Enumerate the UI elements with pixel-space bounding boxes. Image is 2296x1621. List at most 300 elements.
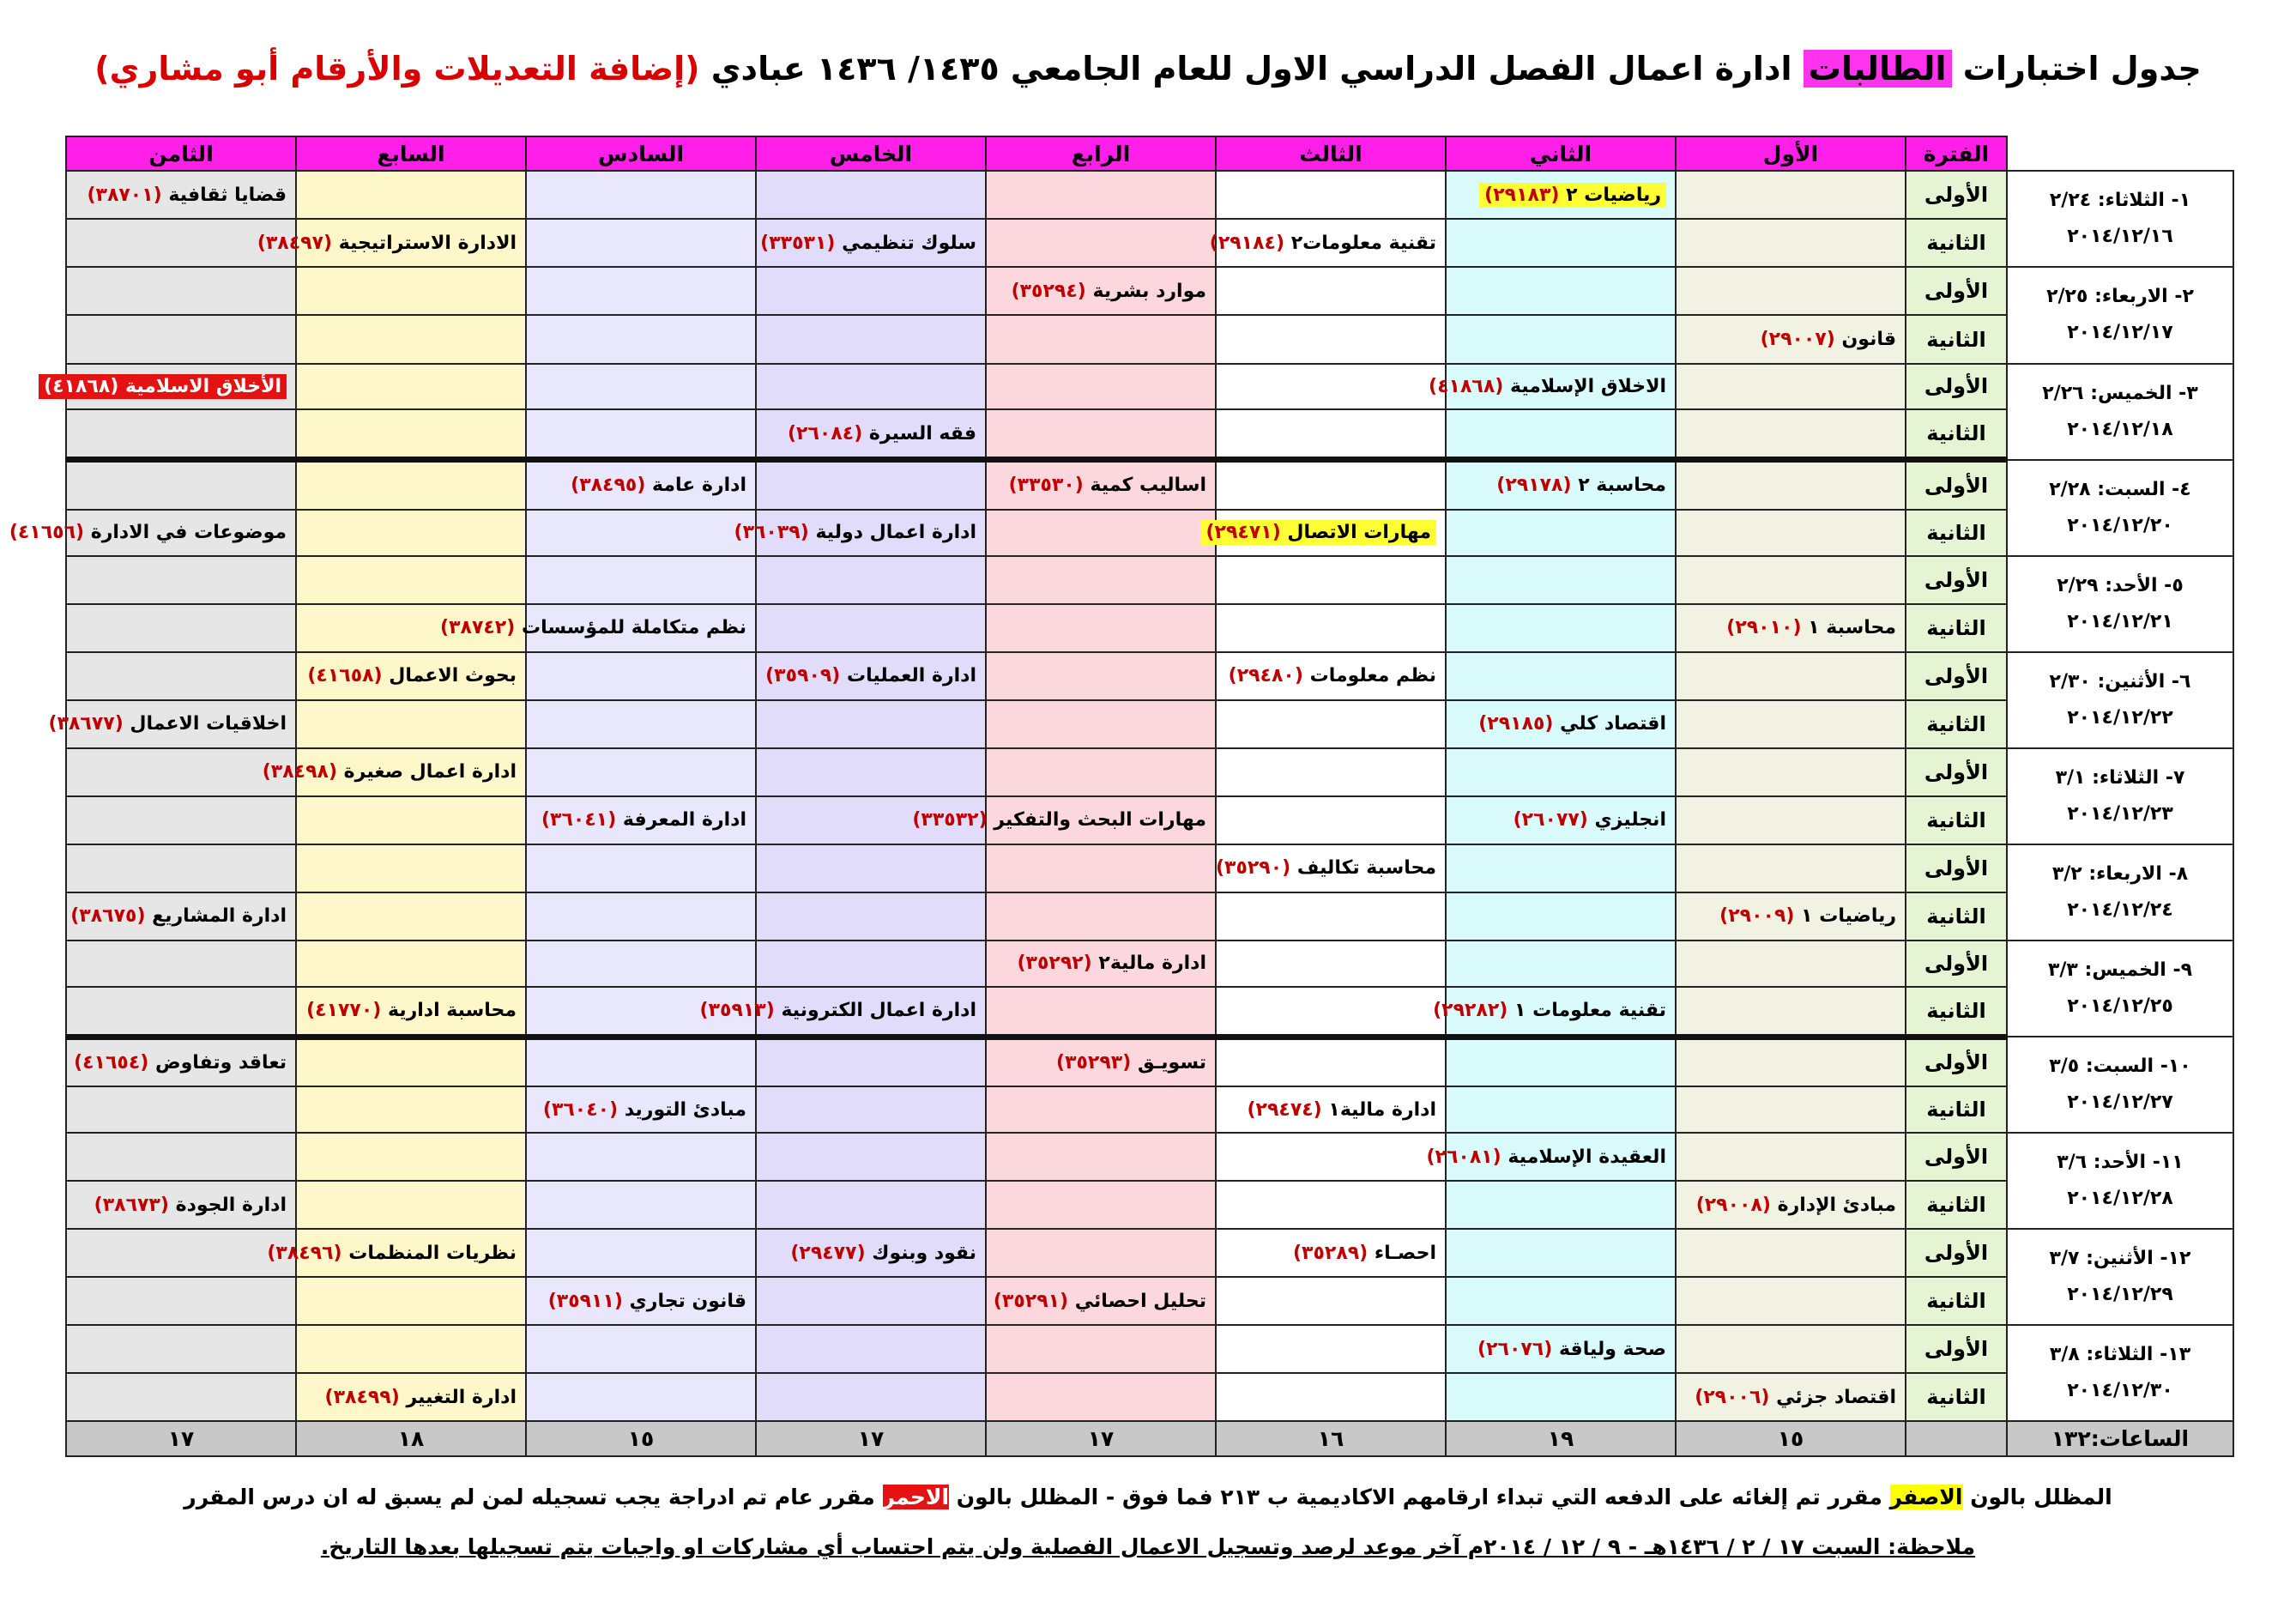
course-entry (765, 665, 976, 687)
course-name: مهارات الاتصال (1280, 522, 1431, 544)
day-label: ٨- الاربعاء: ٣/٢ (2051, 862, 2189, 885)
course-cell (296, 1133, 526, 1181)
course-cell (986, 171, 1216, 219)
course-entry (1012, 281, 1206, 302)
course-entry (70, 905, 287, 927)
course-cell (986, 604, 1216, 652)
day-cell (2007, 844, 2233, 941)
course-cell (1216, 1181, 1446, 1229)
period-cell: الثانية (1906, 1181, 2007, 1229)
course-cell (756, 1037, 986, 1086)
course-cell (986, 315, 1216, 363)
course-cell (1676, 941, 1906, 987)
course-entry (1429, 376, 1666, 397)
course-cell (1676, 1086, 1906, 1133)
course-cell (756, 700, 986, 748)
course-cell (1446, 604, 1676, 652)
course-number: (٢٩٤٨٠) (1228, 665, 1303, 687)
day-label: ٥- الأحد: ٢/٢٩ (2057, 574, 2184, 596)
hours-row (66, 1421, 2233, 1456)
table-row (66, 1037, 2233, 1086)
course-number: (٣٥٢٩٢) (1017, 953, 1092, 975)
course-cell (1446, 510, 1676, 556)
course-number: (٢٩٤٧١) (1205, 522, 1281, 544)
day-cell (2007, 171, 2233, 267)
day-label: ١٣- الثلاثاء: ٣/٨ (2049, 1344, 2191, 1366)
period-cell: الثانية (1906, 219, 2007, 267)
course-cell (1216, 1133, 1446, 1181)
course-cell (296, 652, 526, 700)
course-number: (٢٦٠٨٤) (787, 422, 863, 445)
period-cell: الأولى (1906, 267, 2007, 315)
course-name: تقنية معلومات ١ (1508, 1000, 1666, 1022)
day-label: ٩- الخميس: ٣/٣ (2047, 959, 2193, 981)
course-number: (٣٥٢٩٤) (1011, 280, 1086, 302)
course-cell (756, 1277, 986, 1325)
course-cell (1446, 1037, 1676, 1086)
course-entry (1761, 329, 1896, 350)
course-cell (440, 604, 756, 652)
course-number: (٢٦٠٨١) (1426, 1146, 1501, 1168)
course-cell (756, 315, 986, 363)
course-name: ادارة اعمال الكترونية (774, 1000, 976, 1022)
course-entry (1478, 713, 1666, 735)
period-cell: الأولى (1906, 748, 2007, 796)
course-cell (1216, 700, 1446, 748)
hours-cell: ١٧ (986, 1421, 1216, 1456)
course-number: (٣٦٠٤٠) (542, 1098, 619, 1121)
course-cell (1216, 364, 1446, 410)
course-cell (526, 796, 756, 844)
course-cell (1446, 315, 1676, 363)
course-cell (66, 892, 296, 941)
course-cell (1216, 892, 1446, 941)
course-cell (66, 171, 296, 219)
day-cell (2007, 556, 2233, 652)
course-cell (1676, 892, 1906, 941)
course-name: ادارة عامة (645, 475, 746, 497)
course-cell (1676, 700, 1906, 748)
hours-cell: ١٨ (296, 1421, 526, 1456)
course-cell (296, 409, 526, 459)
course-cell (1676, 364, 1906, 410)
legend-red-word: الاحمر (882, 1485, 950, 1509)
course-cell (66, 556, 296, 604)
course-cell (1216, 556, 1446, 604)
course-name: اقتصاد جزئي (1769, 1386, 1896, 1408)
course-cell (1676, 987, 1906, 1037)
course-entry (87, 184, 287, 206)
day-cell (2007, 364, 2233, 460)
course-cell (1446, 409, 1676, 459)
course-cell (1216, 796, 1446, 844)
period-cell: الثانية (1906, 409, 2007, 459)
course-cell (1446, 267, 1676, 315)
course-entry (1695, 1387, 1896, 1408)
course-cell (1446, 652, 1676, 700)
table-row (66, 460, 2233, 510)
course-name: قانون (1834, 329, 1896, 350)
course-cell (296, 556, 526, 604)
course-name: الأخلاق الاسلامية (118, 375, 281, 397)
course-cell (296, 364, 526, 410)
table-row (66, 510, 2233, 556)
course-cell (756, 604, 986, 652)
course-number: (٣٥٢٩١) (993, 1290, 1069, 1312)
course-entry (548, 1291, 746, 1312)
course-number: (٣٨٤٩٩) (324, 1386, 400, 1408)
course-cell (1216, 941, 1446, 987)
course-cell (986, 460, 1216, 510)
course-cell (1446, 1277, 1676, 1325)
table-row (66, 1133, 2233, 1181)
course-name: محاسبة ادارية (381, 1000, 517, 1022)
course-cell (756, 1086, 986, 1133)
day-date: ٢٠١٤/١٢/٢٥ (2067, 995, 2173, 1017)
course-cell (66, 844, 296, 892)
course-number: (٣٨٤٩٥) (571, 475, 646, 497)
course-name: ادارة اعمال دولية (808, 522, 976, 544)
day-label: ١٠- السبت: ٣/٥ (2049, 1055, 2191, 1078)
course-cell (66, 409, 296, 459)
course-cell (1446, 219, 1676, 267)
legend (0, 1485, 2296, 1509)
day-date: ٢٠١٤/١٢/٣٠ (2067, 1380, 2173, 1402)
course-cell (986, 700, 1216, 748)
course-cell (1676, 1277, 1906, 1325)
course-entry (1216, 857, 1436, 879)
table-row (66, 604, 2233, 652)
course-name: مبادئ التوريد (618, 1098, 746, 1121)
course-cell (526, 556, 756, 604)
table-row (66, 1373, 2233, 1421)
course-cell (9, 510, 296, 556)
course-cell (526, 844, 756, 892)
course-number: (٣٨٧٤٢) (440, 617, 516, 639)
course-number: (٢٩٠٠٨) (1695, 1194, 1771, 1216)
level-header: الثاني (1446, 136, 1676, 171)
table-row (66, 1181, 2233, 1229)
course-entry (1514, 809, 1666, 831)
table-row (66, 1325, 2233, 1373)
course-cell (986, 1086, 1216, 1133)
course-cell (526, 510, 756, 556)
day-cell (2007, 1133, 2233, 1229)
day-cell (2007, 1037, 2233, 1133)
course-name: مبادئ الإدارة (1770, 1194, 1896, 1216)
course-cell (756, 844, 986, 892)
course-cell (756, 652, 986, 700)
course-number: (٣٥٩١٣) (699, 1000, 775, 1022)
course-cell (1676, 556, 1906, 604)
table-row (66, 556, 2233, 604)
day-date: ٢٠١٤/١٢/١٨ (2067, 418, 2173, 440)
course-cell (986, 1277, 1216, 1325)
course-name: انجليزي (1587, 809, 1666, 832)
course-entry (94, 1195, 287, 1216)
period-cell: الأولى (1906, 556, 2007, 604)
table-row (66, 987, 2233, 1037)
course-cell (1676, 652, 1906, 700)
table-row (66, 1229, 2233, 1277)
table-row (66, 844, 2233, 892)
course-number: (٣٦٠٤١) (541, 809, 617, 832)
day-cell (2007, 1325, 2233, 1421)
course-cell (296, 1325, 526, 1373)
course-cell (734, 510, 986, 556)
table-row (66, 892, 2233, 941)
hours-cell: ١٧ (66, 1421, 296, 1456)
course-cell (1676, 315, 1906, 363)
course-cell (756, 219, 986, 267)
title-highlight: الطالبات (1804, 50, 1952, 88)
course-cell (986, 1133, 1216, 1181)
course-number: (٢٩٢٨٢) (1433, 1000, 1508, 1022)
course-cell (986, 1373, 1216, 1421)
course-cell (1676, 409, 1906, 459)
course-cell (1446, 556, 1676, 604)
course-entry (1229, 665, 1436, 687)
course-cell (296, 700, 526, 748)
course-entry (541, 809, 746, 831)
course-number: (٢٩٤٧٧) (790, 1242, 866, 1264)
course-entry (267, 1243, 517, 1264)
course-cell (66, 604, 296, 652)
header-row (66, 136, 2233, 171)
course-cell (1433, 987, 1676, 1037)
level-header: الرابع (986, 136, 1216, 171)
title-part2: ادارة اعمال الفصل الدراسي الاول للعام الجامعي ١٤٣٥/ ١٤٣٦ عبادي (710, 50, 1792, 88)
hours-total: الساعات:١٣٢ (2007, 1421, 2233, 1456)
course-name: موضوعات في الادارة (84, 522, 287, 544)
course-number: (٣٦٠٣٩) (734, 522, 809, 544)
course-cell (66, 460, 296, 510)
day-label: ٧- الثلاثاء: ٣/١ (2055, 766, 2185, 789)
course-cell (1216, 604, 1446, 652)
course-cell (756, 941, 986, 987)
course-name: مهارات البحث والتفكير (987, 809, 1206, 832)
course-entry (1719, 905, 1896, 927)
course-cell (526, 1181, 756, 1229)
level-header: السابع (296, 136, 526, 171)
course-cell (1446, 460, 1676, 510)
course-entry (1477, 1339, 1666, 1360)
course-cell (1216, 844, 1446, 892)
table-row (66, 748, 2233, 796)
table-row (66, 941, 2233, 987)
course-cell (1676, 219, 1906, 267)
course-name: رياضيات ١ (1794, 905, 1896, 928)
course-entry (1056, 1052, 1206, 1074)
course-number: (٣٨٤٩٨) (262, 761, 337, 783)
course-number: (٣٥٩٠٩) (765, 665, 841, 687)
course-name: احصـاء (1368, 1242, 1436, 1264)
course-number: (٣٨٧٠١) (87, 184, 162, 206)
day-cell (2007, 1229, 2233, 1325)
course-entry (1009, 475, 1206, 496)
period-cell: الثانية (1906, 892, 2007, 941)
course-cell (756, 409, 986, 459)
period-cell: الأولى (1906, 171, 2007, 219)
course-cell (526, 748, 756, 796)
course-cell (1446, 941, 1676, 987)
table-row (66, 409, 2233, 459)
course-cell (1446, 796, 1676, 844)
course-cell (986, 267, 1216, 315)
course-cell (1676, 1133, 1906, 1181)
period-cell: الثانية (1906, 1373, 2007, 1421)
course-cell (699, 987, 986, 1037)
course-cell (986, 364, 1216, 410)
course-number: (٤١٦٥٤) (74, 1051, 149, 1074)
course-cell (756, 1373, 986, 1421)
course-cell (986, 556, 1216, 604)
course-number: (٢٦٠٧٧) (1513, 809, 1588, 832)
day-date: ٢٠١٤/١٢/٢١ (2067, 610, 2173, 632)
course-name: محاسبة ١ (1801, 617, 1896, 639)
course-cell (1676, 1373, 1906, 1421)
course-number: (٣٥٢٩٣) (1056, 1051, 1132, 1074)
course-entry (74, 1052, 287, 1074)
period-cell: الأولى (1906, 652, 2007, 700)
course-name: نقود وبنوك (865, 1242, 976, 1264)
course-number: (٣٨٤٩٧) (257, 232, 333, 254)
course-cell (1216, 1037, 1446, 1086)
course-cell (1446, 1229, 1676, 1277)
day-cell (2007, 941, 2233, 1037)
table-row (66, 796, 2233, 844)
course-name: اخلاقيات الاعمال (123, 713, 287, 735)
day-date: ٢٠١٤/١٢/٢٠ (2067, 514, 2173, 536)
course-entry (1426, 1146, 1666, 1168)
course-cell (756, 892, 986, 941)
course-cell (526, 409, 756, 459)
course-cell (756, 171, 986, 219)
course-number: (٣٨٦٧٣) (94, 1194, 169, 1216)
course-cell (986, 409, 1216, 459)
course-entry (1293, 1243, 1436, 1264)
legend-part2: مقرر تم إلغائه على الدفعه التي تبداء ارقامهم الاكاديمية ب ٢١٣ فما فوق - المظلل بالون (956, 1485, 1882, 1509)
hours-cell: ١٩ (1446, 1421, 1676, 1456)
course-cell (1216, 652, 1446, 700)
course-entry (1726, 617, 1896, 638)
course-cell (257, 219, 526, 267)
course-cell (66, 1181, 296, 1229)
course-name: الادارة الاستراتيجية (332, 232, 517, 254)
period-cell: الثانية (1906, 510, 2007, 556)
course-name: تسويـق (1131, 1051, 1206, 1074)
course-name: نظم معلومات (1302, 665, 1436, 687)
course-cell (1676, 1181, 1906, 1229)
course-cell (526, 460, 756, 510)
legend-yellow-word: الاصفر (1889, 1485, 1963, 1509)
course-cell (1676, 510, 1906, 556)
course-cell (756, 748, 986, 796)
course-cell (1676, 1229, 1906, 1277)
course-cell (296, 1373, 526, 1421)
table-row (66, 315, 2233, 363)
course-cell (1426, 1133, 1676, 1181)
course-entry (788, 423, 976, 445)
course-cell (986, 1181, 1216, 1229)
table-row (66, 652, 2233, 700)
course-cell (1676, 748, 1906, 796)
course-cell (986, 748, 1216, 796)
course-number: (٣٥٢٨٩) (1292, 1242, 1369, 1264)
course-entry (543, 1099, 746, 1121)
day-date: ٢٠١٤/١٢/١٧ (2067, 322, 2173, 344)
course-cell (296, 941, 526, 987)
course-cell (267, 1229, 526, 1277)
course-cell (1216, 1229, 1446, 1277)
course-number: (٢٦٠٧٦) (1477, 1338, 1553, 1360)
course-cell (986, 941, 1216, 987)
course-name: صحة ولياقة (1552, 1338, 1666, 1360)
course-cell (1216, 171, 1446, 219)
course-name: ادارة اعمال صغيرة (337, 761, 517, 783)
course-cell (526, 892, 756, 941)
course-number: (٢٩١٨٣) (1484, 184, 1560, 206)
course-entry (700, 1000, 976, 1021)
day-label: ٣- الخميس: ٢/٢٦ (2042, 382, 2198, 404)
note: ملاحظة: السبت ١٧ / ٢ / ١٤٣٦هـ - ٩ / ١٢ / ٢٠١٤م آخر موعد لرصد وتسجيل الاعمال الفصلية ولن يتم احتساب أي مشاركات او واجبات يتم تسجيلها بعدها التاريخ. (320, 1534, 1976, 1559)
page-title (0, 50, 2296, 88)
course-entry (9, 522, 287, 543)
course-entry (1210, 233, 1436, 254)
course-name: نظريات المنظمات (341, 1242, 517, 1264)
day-label: ٢- الاربعاء: ٢/٢٥ (2046, 286, 2194, 308)
course-name: العقيدة الإسلامية (1501, 1146, 1666, 1168)
course-cell (986, 1325, 1216, 1373)
course-entry (49, 713, 287, 735)
day-cell (2007, 652, 2233, 748)
course-cell (986, 844, 1216, 892)
course-cell (296, 267, 526, 315)
course-cell (262, 748, 526, 796)
course-cell (1216, 460, 1446, 510)
course-cell (756, 1325, 986, 1373)
level-header: الثامن (66, 136, 296, 171)
course-entry (39, 374, 287, 399)
course-number: (٤١٧٧٠) (306, 1000, 382, 1022)
course-entry (257, 233, 517, 254)
course-cell (1216, 267, 1446, 315)
course-name: محاسبة ٢ (1571, 475, 1666, 497)
period-header: الفترة (1906, 136, 2007, 171)
course-cell (526, 1373, 756, 1421)
course-cell (1216, 987, 1446, 1037)
course-entry (1200, 520, 1436, 545)
course-cell (526, 267, 756, 315)
course-name: ادارة التغيير (399, 1386, 517, 1408)
course-cell (296, 1181, 526, 1229)
course-cell (1446, 892, 1676, 941)
course-cell (526, 700, 756, 748)
course-cell (1216, 748, 1446, 796)
course-cell (756, 1133, 986, 1181)
day-date: ٢٠١٤/١٢/٢٢ (2067, 706, 2173, 729)
course-cell (1446, 1373, 1676, 1421)
course-number: (٢٩٠٠٩) (1719, 905, 1795, 928)
course-cell (526, 652, 756, 700)
course-name: ادارة مالية١ (1321, 1098, 1436, 1121)
course-name: قانون تجاري (622, 1290, 746, 1312)
period-cell: الأولى (1906, 1229, 2007, 1277)
course-name: اقتصاد كلي (1553, 713, 1666, 735)
course-cell (1676, 171, 1906, 219)
course-name: بحوث الاعمال (382, 665, 517, 687)
course-cell (756, 556, 986, 604)
